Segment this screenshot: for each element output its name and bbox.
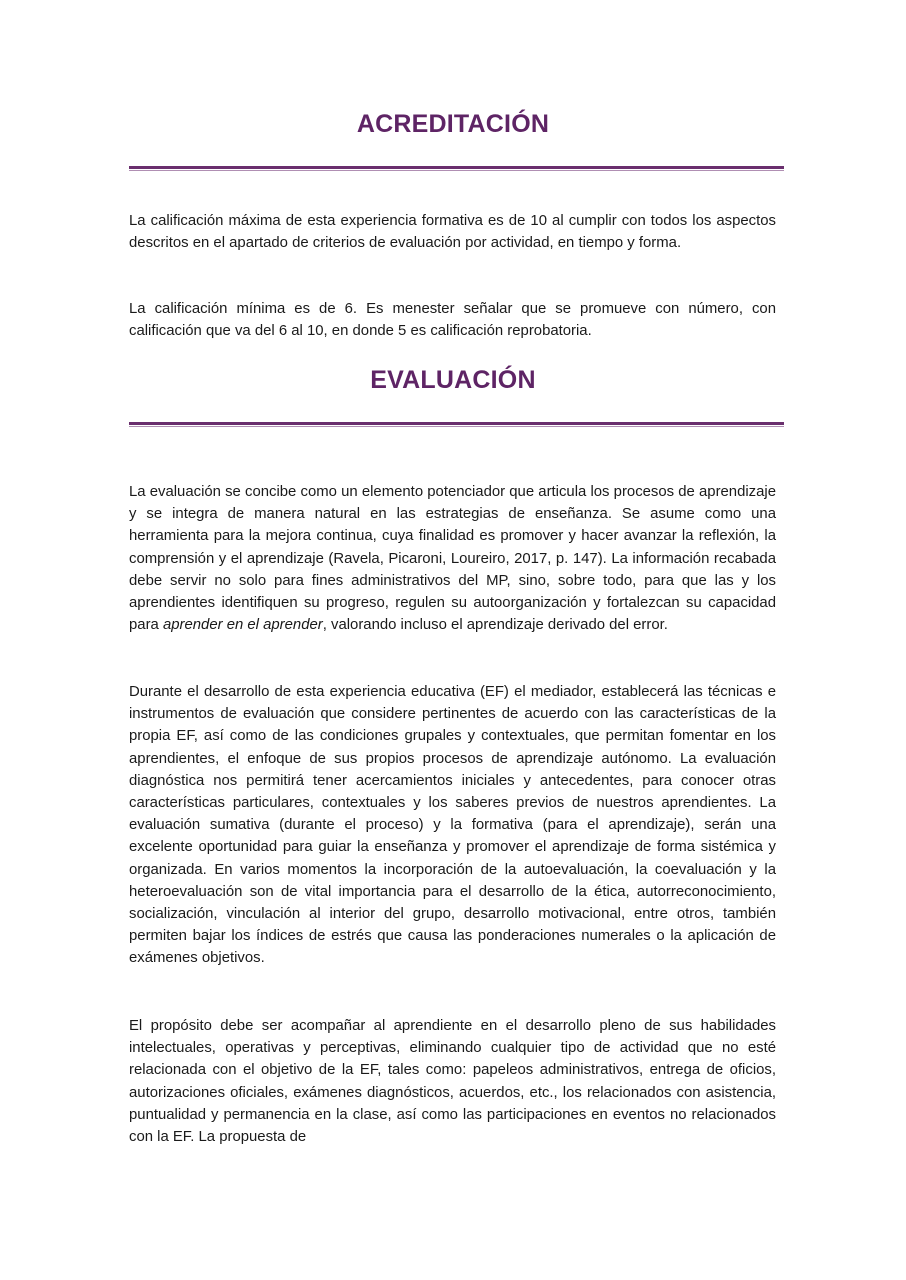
section-divider	[129, 422, 784, 426]
evaluacion-paragraph-1-end: , valorando incluso el aprendizaje derivado del error.	[322, 617, 668, 634]
evaluacion-paragraph-1	[129, 481, 776, 636]
evaluacion-paragraph-1-text: La evaluación se concibe como un elemento potenciador que articula los procesos de aprendizaje y se integra de manera natural en las estrategias de enseñanza. Se asume como una herramienta para la mejora continua, cuya finalidad es promover y hacer avanzar la reflexión, la comprensión y el aprendizaje (Ravela, Picaroni, Loureiro, 2017, p. 147). La información recabada debe servir no solo para fines administrativos del MP, sino, sobre todo, para que las y los aprendientes identifiquen su progreso, regulen su autoorganización y fortalezcan su capacidad para	[129, 484, 776, 634]
section-title-evaluacion: EVALUACIÓN	[370, 366, 536, 394]
section-divider	[129, 166, 784, 170]
section-title-acreditacion: ACREDITACIÓN	[356, 110, 550, 138]
evaluacion-paragraph-2: Durante el desarrollo de esta experiencia educativa (EF) el mediador, establecerá las técnicas e instrumentos de evaluación que considere pertinentes de acuerdo con las características de la propia EF, así como de las condiciones grupales y contextuales, que permitan fomentar en los aprendientes, el enfoque de sus propios procesos de aprendizaje autónomo. La evaluación diagnóstica nos permitirá tener acercamientos iniciales y antecedentes, para conocer otras características particulares, contextuales y los saberes previos de nuestros aprendientes. La evaluación sumativa (durante el proceso) y la formativa (para el aprendizaje), serán una excelente oportunidad para guiar la enseñanza y promover el aprendizaje de forma sistémica y organizada. En varios momentos la incorporación de la autoevaluación, la coevaluación y la heteroevaluación son de vital importancia para el desarrollo de la ética, autorreconocimiento, socialización, vinculación al interior del grupo, desarrollo motivacional, entre otros, también permiten bajar los índices de estrés que causa las ponderaciones numerales o la aplicación de exámenes objetivos.	[129, 684, 776, 967]
acreditacion-paragraph-2: La calificación mínima es de 6. Es menester señalar que se promueve con número, con calificación que va del 6 al 10, en donde 5 es calificación reprobatoria.	[129, 301, 776, 340]
evaluacion-paragraph-3: El propósito debe ser acompañar al aprendiente en el desarrollo pleno de sus habilidades intelectuales, operativas y perceptivas, eliminando cualquier tipo de actividad que no esté relacionada con el objetivo de la EF, tales como: papeleos administrativos, entrega de oficios, autorizaciones oficiales, exámenes diagnósticos, acuerdos, etc., los relacionados con asistencia, puntualidad y permanencia en la clase, así como las participaciones en eventos no relacionados con la EF. La propuesta de	[129, 1018, 776, 1146]
acreditacion-paragraph-1: La calificación máxima de esta experiencia formativa es de 10 al cumplir con todos los aspectos descritos en el apartado de criterios de evaluación por actividad, en tiempo y forma.	[129, 213, 776, 252]
evaluacion-paragraph-1-italic: aprender en el aprender	[162, 617, 323, 634]
